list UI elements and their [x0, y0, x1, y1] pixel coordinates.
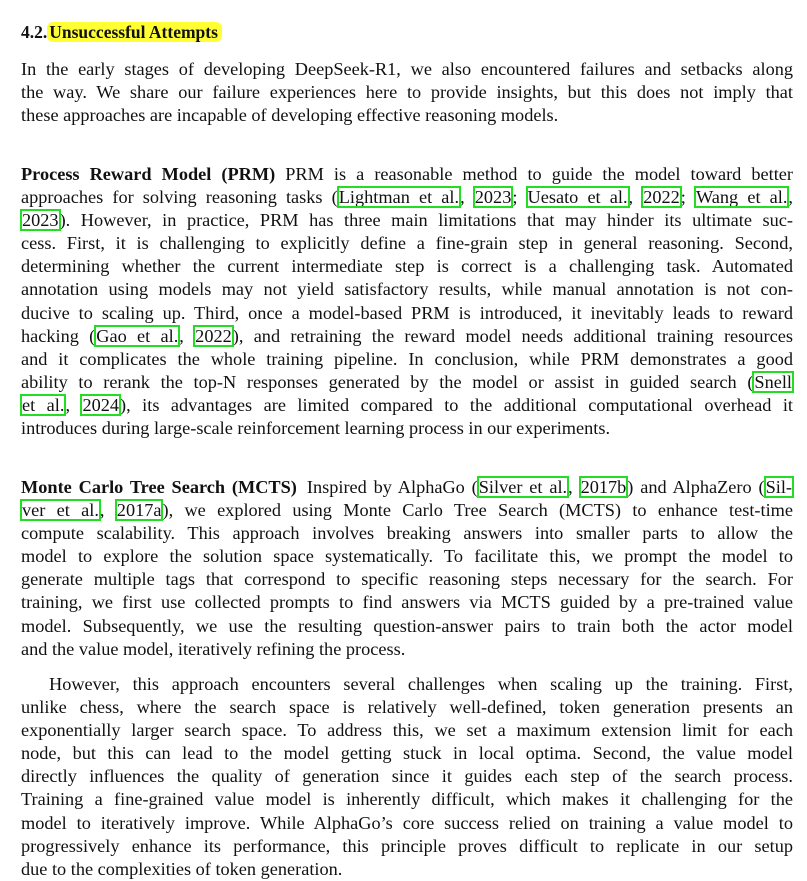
citation-link[interactable]: 2022	[643, 187, 680, 208]
text-line: exponentially larger search space. To address this, we set a maximum extension limit for each	[21, 720, 793, 741]
citation-link[interactable]: 2017a	[116, 500, 162, 521]
text-line: model to iteratively improve. While AlphaGo’s core success relied on training a value model to	[21, 812, 793, 833]
text-line: ver et al., 2017a), we explored using Monte Carlo Tree Search (MCTS) to enhance test-time	[22, 500, 793, 521]
text-line: and the value model, iteratively refining the process.	[21, 638, 406, 659]
text-line: and it complicates the whole training pipeline. In conclusion, while PRM demonstrates a good	[21, 348, 793, 369]
citation-link[interactable]: 2023	[474, 187, 512, 208]
citation-link[interactable]: Uesato et al.	[527, 187, 628, 208]
text-line: due to the complexities of token generation.	[21, 858, 343, 879]
prm-heading: Process Reward Model (PRM)	[21, 164, 276, 184]
citation-link[interactable]: 2024	[82, 394, 120, 415]
text-line: However, this approach encounters several challenges when scaling up the training. First,	[49, 674, 793, 694]
text-line: unlike chess, where the search space is relatively well-defined, token generation presents an	[21, 697, 793, 718]
text-line: Training a fine-grained value model is inherently difficult, which makes it challenging for the	[21, 789, 793, 810]
text-line: these approaches are incapable of developing effective reasoning models.	[21, 105, 559, 126]
citation-link[interactable]: Gao et al.	[96, 325, 179, 346]
citation-link[interactable]: et al.	[22, 394, 65, 415]
text-line: hacking (Gao et al., 2022), and retraining the reward model needs additional training resources	[21, 325, 793, 346]
section-number: 4.2.	[21, 22, 48, 42]
text-line: annotation using models may not yield satisfactory results, while manual annotation is not con-	[21, 279, 793, 300]
challenges-paragraph	[21, 673, 793, 881]
text-line: introduces during large-scale reinforcement learning process in our experiments.	[21, 418, 611, 439]
text-line: training, we first use collected prompts to find answers via MCTS guided by a pre-trained value	[21, 592, 793, 613]
mcts-heading: Monte Carlo Tree Search (MCTS)	[21, 477, 297, 497]
text-line: ducive to scaling up. Third, once a model-based PRM is introduced, it inevitably leads to reward	[21, 302, 793, 323]
citation-link[interactable]: ver et al.	[22, 500, 99, 521]
text-line: generate multiple tags that correspond to specific reasoning steps necessary for the search. For	[21, 569, 793, 590]
section-title-highlighted: Unsuccessful Attempts	[47, 22, 222, 42]
text-line: compute scalability. This approach involves breaking answers into smaller parts to allow the	[21, 523, 793, 544]
text-line: node, but this can lead to the model getting stuck in local optima. Second, the value model	[21, 743, 793, 764]
citation-link[interactable]: Snell	[754, 371, 792, 392]
text-line: cess. First, it is challenging to explicitly define a fine-grain step in general reasoning. Second,	[21, 233, 793, 254]
text-line: determining whether the current intermediate step is correct is a challenging task. Automated	[21, 256, 793, 277]
mcts-paragraph	[21, 476, 793, 661]
text-line: ability to rerank the top-N responses generated by the model or assist in guided search (Snell	[21, 371, 792, 392]
citation-link[interactable]: 2023	[22, 210, 59, 231]
prm-paragraph	[21, 163, 793, 440]
text-line: In the early stages of developing DeepSeek-R1, we also encountered failures and setbacks along	[21, 59, 793, 79]
citation-link[interactable]: Wang et al.	[696, 187, 788, 208]
intro-paragraph	[21, 58, 793, 127]
text-line: model. Subsequently, we use the resulting question-answer pairs to train both the actor model	[21, 615, 793, 636]
text-line: the way. We share our failure experiences here to provide insights, but this does not imply that	[21, 82, 793, 103]
section-heading	[21, 20, 222, 44]
text-line: directly influences the quality of generation since it guides each step of the search process.	[21, 766, 793, 787]
text-line: approaches for solving reasoning tasks (Lightman et al., 2023; Uesato et al., 2022; Wang et al.,	[21, 187, 793, 208]
citation-link[interactable]: Lightman et al.	[338, 187, 460, 208]
text-line: 2023). However, in practice, PRM has three main limitations that may hinder its ultimate suc-	[22, 210, 793, 231]
citation-link[interactable]: Silver et al.	[478, 477, 568, 497]
text-line: model to explore the solution space systematically. To facilitate this, we prompt the model to	[21, 546, 793, 567]
text-line: et al., 2024), its advantages are limited compared to the additional computational overhead it	[22, 394, 793, 415]
citation-link[interactable]: 2022	[195, 325, 232, 346]
citation-link[interactable]: 2017b	[580, 477, 627, 497]
text-line: Monte Carlo Tree Search (MCTS) Inspired by AlphaGo (Silver et al., 2017b) and AlphaZero (Sil-	[21, 477, 793, 497]
citation-link[interactable]: Sil-	[765, 477, 793, 497]
text-line: Process Reward Model (PRM) PRM is a reasonable method to guide the model toward better	[21, 164, 793, 184]
text-line: progressively enhance its performance, this principle proves difficult to replicate in our setup	[21, 835, 793, 856]
